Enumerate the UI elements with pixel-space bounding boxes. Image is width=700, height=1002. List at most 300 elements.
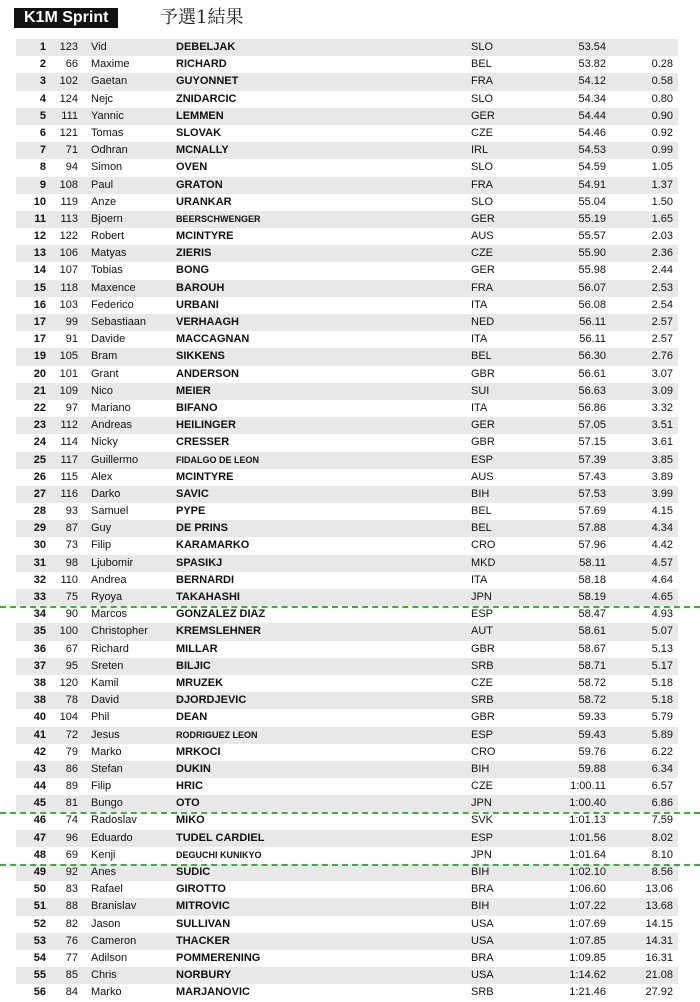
last-name-cell: HRIC [176,780,203,793]
table-row [16,589,678,606]
bib-cell: 95 [65,659,78,672]
last-name-cell: LEMMEN [176,109,224,122]
qualification-cutline [0,864,700,866]
nation-cell: BRA [471,951,494,964]
nation-cell: AUT [471,625,493,638]
table-row [16,486,678,503]
time-behind-cell: 27.92 [645,986,673,999]
nation-cell: GER [471,109,495,122]
bib-cell: 102 [59,75,78,88]
table-row [16,417,678,434]
time-cell: 56.07 [578,281,606,294]
time-cell: 1:01.64 [569,848,606,861]
bib-cell: 93 [65,505,78,518]
nation-cell: BEL [471,350,492,363]
bib-cell: 91 [65,333,78,346]
event-subtitle: 予選1結果 [160,7,244,28]
last-name-cell: ZIERIS [176,247,212,260]
nation-cell: MKD [471,556,496,569]
rank-cell: 11 [34,212,46,225]
time-behind-cell: 2.03 [651,230,673,243]
time-cell: 56.86 [578,401,606,414]
nation-cell: ITA [471,298,488,311]
rank-cell: 56 [33,986,46,999]
last-name-cell: DUKIN [176,762,211,775]
time-cell: 58.61 [578,625,606,638]
nation-cell: GBR [471,436,495,449]
first-name-cell: Vid [91,41,107,53]
last-name-cell: DJORDJEVIC [176,694,247,707]
nation-cell: BIH [471,866,490,878]
bib-cell: 79 [65,745,78,758]
last-name-cell: SPASIKJ [176,556,223,569]
bib-cell: 66 [65,58,78,71]
first-name-cell: Marcos [91,608,128,621]
table-row [16,177,678,194]
table-row [16,194,678,211]
nation-cell: JPN [471,797,492,810]
rank-cell: 17 [33,333,46,346]
time-behind-cell: 5.17 [651,659,673,672]
first-name-cell: Branislav [91,900,137,913]
bib-cell: 86 [65,762,78,775]
nation-cell: BEL [471,58,492,71]
time-behind-cell: 8.56 [651,866,673,878]
table-row [16,125,678,142]
table-row [16,39,678,56]
time-behind-cell: 0.80 [651,92,673,105]
nation-cell: SRB [471,659,494,672]
nation-cell: SLO [471,41,494,53]
time-behind-cell: 3.61 [651,436,673,449]
nation-cell: ITA [471,401,488,414]
table-row [16,572,678,589]
first-name-cell: Nico [91,384,114,397]
time-behind-cell: 3.85 [651,453,673,466]
time-behind-cell: 7.59 [651,814,673,827]
bib-cell: 119 [60,195,78,208]
rank-cell: 42 [33,745,46,758]
last-name-cell: ANDERSON [176,367,239,380]
first-name-cell: Federico [91,298,134,311]
last-name-cell: RICHARD [176,58,227,71]
table-row [16,262,678,279]
first-name-cell: Mariano [91,401,131,414]
first-name-cell: Simon [91,161,123,174]
bib-cell: 71 [65,144,78,157]
first-name-cell: Kamil [91,676,119,689]
rank-cell: 12 [33,230,46,243]
nation-cell: NED [471,316,495,328]
rank-cell: 14 [33,264,46,277]
bib-cell: 117 [60,453,78,466]
rank-cell: 6 [39,126,46,139]
last-name-cell: GIROTTO [176,883,226,896]
table-row [16,847,678,864]
first-name-cell: Cameron [91,934,137,947]
rank-cell: 45 [33,797,46,810]
nation-cell: SLO [471,195,494,208]
nation-cell: ITA [471,573,488,586]
bib-cell: 118 [60,281,78,294]
rank-cell: 38 [33,676,46,689]
nation-cell: GBR [471,711,495,724]
rank-cell: 37 [33,659,46,672]
time-behind-cell: 3.51 [651,419,673,432]
table-row [16,520,678,537]
rank-cell: 16 [33,298,46,311]
rank-cell: 53 [33,934,46,947]
rank-cell: 2 [39,58,46,71]
first-name-cell: Anze [91,195,117,208]
last-name-cell: KARAMARKO [176,539,250,552]
bib-cell: 99 [65,316,78,328]
time-behind-cell: 4.34 [651,522,673,535]
bib-cell: 108 [59,178,78,191]
table-row [16,881,678,898]
nation-cell: BEL [471,505,492,518]
last-name-cell: SAVIC [176,487,209,500]
first-name-cell: Jesus [91,728,120,741]
time-behind-cell: 4.42 [651,539,673,552]
bib-cell: 76 [65,934,78,947]
nation-cell: CRO [471,539,496,552]
table-row [16,537,678,554]
nation-cell: GBR [471,367,495,380]
nation-cell: AUS [471,470,494,483]
nation-cell: SVK [471,814,494,827]
first-name-cell: Eduardo [91,831,133,844]
bib-cell: 109 [59,384,78,397]
last-name-cell: URANKAR [176,195,232,208]
bib-cell: 74 [65,814,78,827]
last-name-cell: DEAN [176,711,208,724]
nation-cell: USA [471,917,494,930]
first-name-cell: Stefan [91,762,123,775]
first-name-cell: Darko [91,487,121,500]
time-behind-cell: 2.54 [651,298,673,311]
nation-cell: GER [471,419,495,432]
time-cell: 56.11 [579,316,606,328]
nation-cell: FRA [471,281,493,294]
nation-cell: SLO [471,161,494,174]
bib-cell: 84 [65,986,78,999]
nation-cell: GER [471,212,495,225]
nation-cell: BIH [471,487,490,500]
time-cell: 58.18 [578,573,606,586]
time-cell: 1:09.85 [569,951,606,964]
last-name-cell: DE PRINS [176,522,228,535]
table-row [16,675,678,692]
time-behind-cell: 3.32 [651,401,673,414]
bib-cell: 72 [65,728,78,741]
bib-cell: 97 [65,401,78,414]
time-behind-cell: 1.37 [651,178,673,191]
nation-cell: SRB [471,986,494,999]
time-cell: 54.12 [578,75,606,88]
bib-cell: 96 [65,831,78,844]
time-behind-cell: 16.31 [645,951,673,964]
rank-cell: 7 [39,144,46,157]
rank-cell: 23 [33,419,46,432]
first-name-cell: David [91,694,120,707]
time-cell: 57.96 [578,539,606,552]
bib-cell: 120 [59,676,78,689]
nation-cell: CRO [471,745,496,758]
time-behind-cell: 2.76 [651,350,673,363]
rank-cell: 43 [33,762,46,775]
bib-cell: 94 [65,161,78,174]
first-name-cell: Robert [91,230,125,243]
table-row [16,709,678,726]
table-row [16,280,678,297]
last-name-cell: VERHAAGH [176,316,239,328]
nation-cell: ESP [471,608,494,621]
first-name-cell: Odhran [91,144,128,157]
first-name-cell: Davide [91,333,126,346]
time-behind-cell: 5.89 [651,728,673,741]
table-row [16,658,678,675]
nation-cell: GER [471,264,495,277]
bib-cell: 105 [59,350,78,363]
nation-cell: ITA [471,333,488,346]
time-behind-cell: 3.09 [651,384,673,397]
time-behind-cell: 3.99 [651,487,673,500]
time-cell: 55.90 [578,247,606,260]
rank-cell: 24 [33,436,46,449]
rank-cell: 27 [33,487,46,500]
table-row [16,297,678,314]
last-name-cell: BERNARDI [176,573,235,586]
nation-cell: GBR [471,642,495,655]
time-cell: 58.67 [578,642,606,655]
time-behind-cell: 21.08 [645,969,673,982]
last-name-cell: SIKKENS [176,350,225,363]
bib-cell: 112 [60,419,78,432]
table-row [16,916,678,933]
bib-cell: 92 [65,866,78,878]
last-name-cell: MEIER [176,384,211,397]
first-name-cell: Matyas [91,247,127,260]
time-behind-cell: 1.50 [651,195,673,208]
first-name-cell: Guillermo [91,453,139,466]
time-cell: 1:01.13 [569,814,606,827]
last-name-cell: GUYONNET [176,75,239,88]
time-cell: 58.19 [578,591,606,603]
first-name-cell: Yannic [91,109,124,122]
first-name-cell: Sebastiaan [91,316,147,328]
first-name-cell: Tomas [91,126,124,139]
bib-cell: 73 [65,539,78,552]
table-row [16,211,678,228]
nation-cell: FRA [471,178,493,191]
last-name-cell: MRUZEK [176,676,224,689]
table-row [16,933,678,950]
last-name-cell: OTO [176,797,200,810]
time-cell: 59.43 [578,728,606,741]
nation-cell: JPN [471,591,492,603]
last-name-cell: URBANI [176,298,219,311]
last-name-cell: ZNIDARCIC [176,92,237,105]
last-name-cell: HEILINGER [176,419,236,432]
time-cell: 55.04 [578,195,606,208]
rank-cell: 51 [33,900,46,913]
time-cell: 58.11 [579,556,606,569]
last-name-cell: GRATON [176,178,223,191]
time-cell: 1:00.11 [570,780,606,793]
time-cell: 57.53 [578,487,606,500]
table-row [16,91,678,108]
nation-cell: JPN [471,848,492,861]
results-table [16,39,678,1002]
first-name-cell: Rafael [91,883,123,896]
bib-cell: 82 [65,917,78,930]
time-cell: 54.59 [578,161,606,174]
time-behind-cell: 5.18 [651,694,673,707]
first-name-cell: Marko [91,986,122,999]
time-behind-cell: 0.28 [651,58,673,71]
time-behind-cell: 8.02 [651,831,673,844]
time-cell: 57.43 [578,470,606,483]
rank-cell: 36 [33,642,46,655]
first-name-cell: Bungo [91,797,123,810]
last-name-cell: POMMERENING [176,951,261,964]
table-row [16,606,678,623]
last-name-cell: TUDEL CARDIEL [176,831,265,844]
nation-cell: IRL [471,144,489,157]
rank-cell: 5 [39,109,46,122]
table-row [16,159,678,176]
bib-cell: 101 [59,367,78,380]
rank-cell: 1 [39,41,46,53]
first-name-cell: Ljubomir [91,556,134,569]
rank-cell: 35 [33,625,46,638]
time-cell: 1:14.62 [569,969,606,982]
bib-cell: 116 [60,487,78,500]
time-cell: 54.53 [578,144,606,157]
nation-cell: ESP [471,728,494,741]
table-row [16,641,678,658]
time-behind-cell: 4.15 [651,505,673,518]
time-cell: 1:06.60 [569,883,606,896]
table-row [16,314,678,331]
rank-cell: 48 [33,848,46,861]
last-name-cell: TAKAHASHI [176,591,240,603]
first-name-cell: Ryoya [91,591,123,603]
table-row [16,383,678,400]
first-name-cell: Grant [91,367,119,380]
table-row [16,984,678,1001]
bib-cell: 103 [59,298,78,311]
rank-cell: 13 [33,247,46,260]
first-name-cell: Tobias [91,264,123,277]
last-name-cell: THACKER [176,934,230,947]
last-name-cell: SULLIVAN [176,917,231,930]
time-cell: 56.30 [578,350,606,363]
rank-cell: 54 [33,951,46,964]
time-behind-cell: 8.10 [651,848,673,861]
bib-cell: 85 [65,969,78,982]
bib-cell: 124 [59,92,78,105]
bib-cell: 75 [65,591,78,603]
time-cell: 1:02.10 [569,866,606,878]
table-row [16,795,678,812]
time-cell: 53.54 [578,41,606,53]
rank-cell: 47 [33,831,46,844]
rank-cell: 15 [33,281,46,294]
nation-cell: AUS [471,230,494,243]
bib-cell: 107 [59,264,78,277]
rank-cell: 30 [33,539,46,552]
time-cell: 57.39 [578,453,606,466]
first-name-cell: Maxime [91,58,130,71]
rank-cell: 31 [33,556,46,569]
bib-cell: 122 [59,230,78,243]
first-name-cell: Adilson [91,951,128,964]
nation-cell: USA [471,934,494,947]
table-row [16,778,678,795]
time-behind-cell: 2.53 [651,281,673,294]
table-row [16,898,678,915]
rank-cell: 32 [33,573,46,586]
time-cell: 1:07.85 [569,934,606,947]
first-name-cell: Maxence [91,281,136,294]
bib-cell: 88 [65,900,78,913]
rank-cell: 19 [33,350,46,363]
qualification-cutline [0,606,700,608]
first-name-cell: Paul [91,178,114,191]
time-behind-cell: 1.65 [651,212,673,225]
event-title: K1M Sprint [14,8,118,28]
table-row [16,692,678,709]
time-cell: 54.91 [578,178,606,191]
first-name-cell: Andrea [91,573,127,586]
table-row [16,452,678,469]
first-name-cell: Samuel [91,505,129,518]
rank-cell: 29 [33,522,46,535]
time-cell: 56.63 [578,384,606,397]
rank-cell: 9 [39,178,46,191]
first-name-cell: Andreas [91,419,132,432]
rank-cell: 41 [33,728,46,741]
time-cell: 57.05 [578,419,606,432]
rank-cell: 44 [33,780,46,793]
last-name-cell: FIDALGO DE LEON [176,454,259,465]
last-name-cell: PYPE [176,505,206,518]
first-name-cell: Marko [91,745,122,758]
time-behind-cell: 0.99 [651,144,673,157]
last-name-cell: MCNALLY [176,144,229,157]
time-cell: 55.98 [578,264,606,277]
first-name-cell: Bjoern [91,212,123,225]
first-name-cell: Sreten [91,659,124,672]
bib-cell: 110 [60,573,78,586]
time-cell: 1:01.56 [569,831,606,844]
time-behind-cell: 6.34 [651,762,673,775]
table-row [16,331,678,348]
table-row [16,73,678,90]
time-cell: 1:21.46 [569,986,606,999]
table-row [16,56,678,73]
time-behind-cell: 4.93 [651,608,673,621]
rank-cell: 25 [33,453,46,466]
last-name-cell: BAROUH [176,281,225,294]
time-behind-cell: 0.58 [651,75,673,88]
time-behind-cell: 0.90 [651,109,673,122]
qualification-cutline [0,812,700,814]
nation-cell: CZE [471,780,493,793]
nation-cell: CZE [471,247,493,260]
